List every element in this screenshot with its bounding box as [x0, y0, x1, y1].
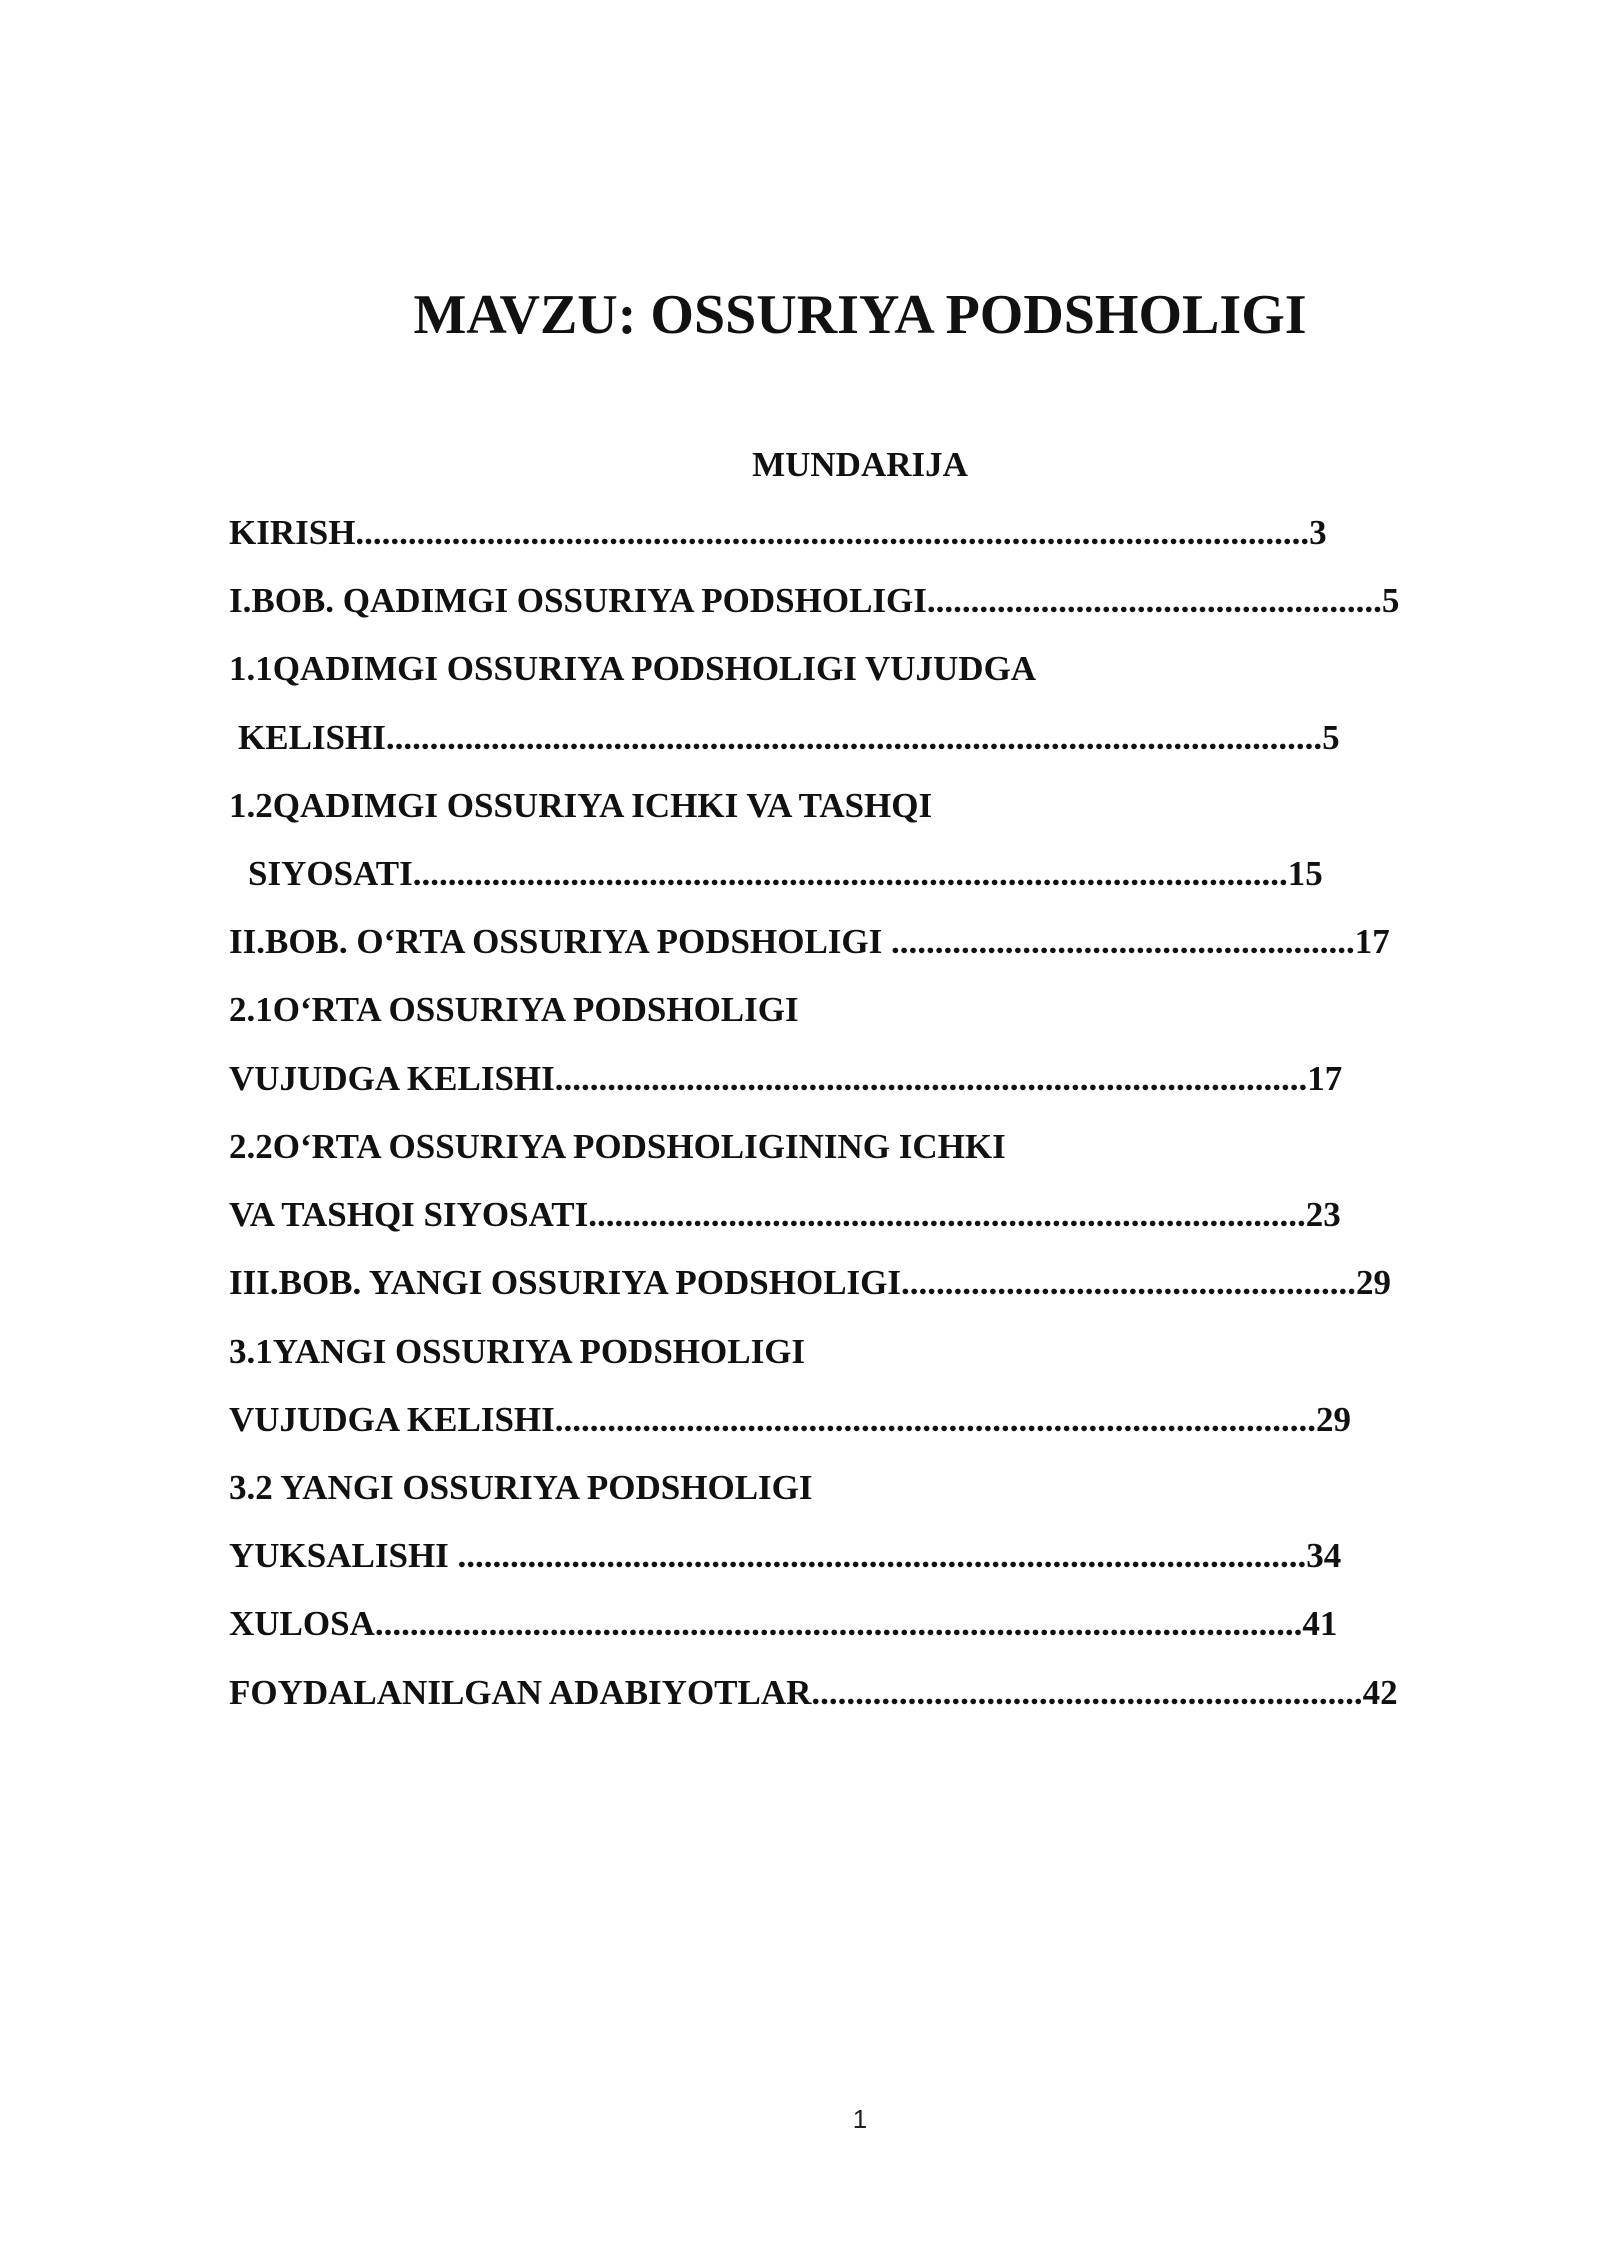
toc-entry-chapter-1: I.BOB. QADIMGI OSSURIYA PODSHOLIGI....................................................5 — [229, 581, 1400, 620]
toc-entry-3-2-continuation: YUKSALISHI .................................................................................................34 — [229, 1536, 1342, 1575]
toc-entry-kirish: KIRISH.............................................................................................................3 — [229, 513, 1327, 552]
toc-entry-1-1-continuation: KELISHI...........................................................................................................5 — [238, 718, 1340, 757]
toc-entry-3-1-continuation: VUJUDGA KELISHI.......................................................................................29 — [229, 1400, 1352, 1439]
toc-entry-3-1-title: 3.1YANGI OSSURIYA PODSHOLIGI — [229, 1332, 806, 1371]
document-title: MAVZU: OSSURIYA PODSHOLIGI — [413, 284, 1307, 346]
toc-entry-1-2-continuation: SIYOSATI....................................................................................................15 — [248, 854, 1323, 893]
toc-entry-adabiyotlar: FOYDALANILGAN ADABIYOTLAR...............................................................42 — [229, 1673, 1398, 1712]
toc-heading: MUNDARIJA — [752, 445, 968, 484]
toc-entry-2-1-continuation: VUJUDGA KELISHI......................................................................................17 — [229, 1059, 1343, 1098]
toc-entry-3-2-title: 3.2 YANGI OSSURIYA PODSHOLIGI — [229, 1468, 813, 1507]
page-number: 1 — [852, 2104, 868, 2134]
toc-entry-2-1-title: 2.1O‘RTA OSSURIYA PODSHOLIGI — [229, 990, 799, 1029]
toc-entry-1-1-title: 1.1QADIMGI OSSURIYA PODSHOLIGI VUJUDGA — [229, 649, 1037, 688]
toc-entry-chapter-3: III.BOB. YANGI OSSURIYA PODSHOLIGI....................................................29 — [229, 1263, 1392, 1302]
toc-entry-2-2-title: 2.2O‘RTA OSSURIYA PODSHOLIGINING ICHKI — [229, 1127, 1006, 1166]
toc-entry-xulosa: XULOSA..........................................................................................................41 — [229, 1604, 1338, 1643]
toc-entry-2-2-continuation: VA TASHQI SIYOSATI..................................................................................23 — [229, 1195, 1341, 1234]
toc-entry-1-2-title: 1.2QADIMGI OSSURIYA ICHKI VA TASHQI — [229, 786, 933, 825]
toc-entry-chapter-2: II.BOB. O‘RTA OSSURIYA PODSHOLIGI .....................................................17 — [229, 922, 1390, 961]
